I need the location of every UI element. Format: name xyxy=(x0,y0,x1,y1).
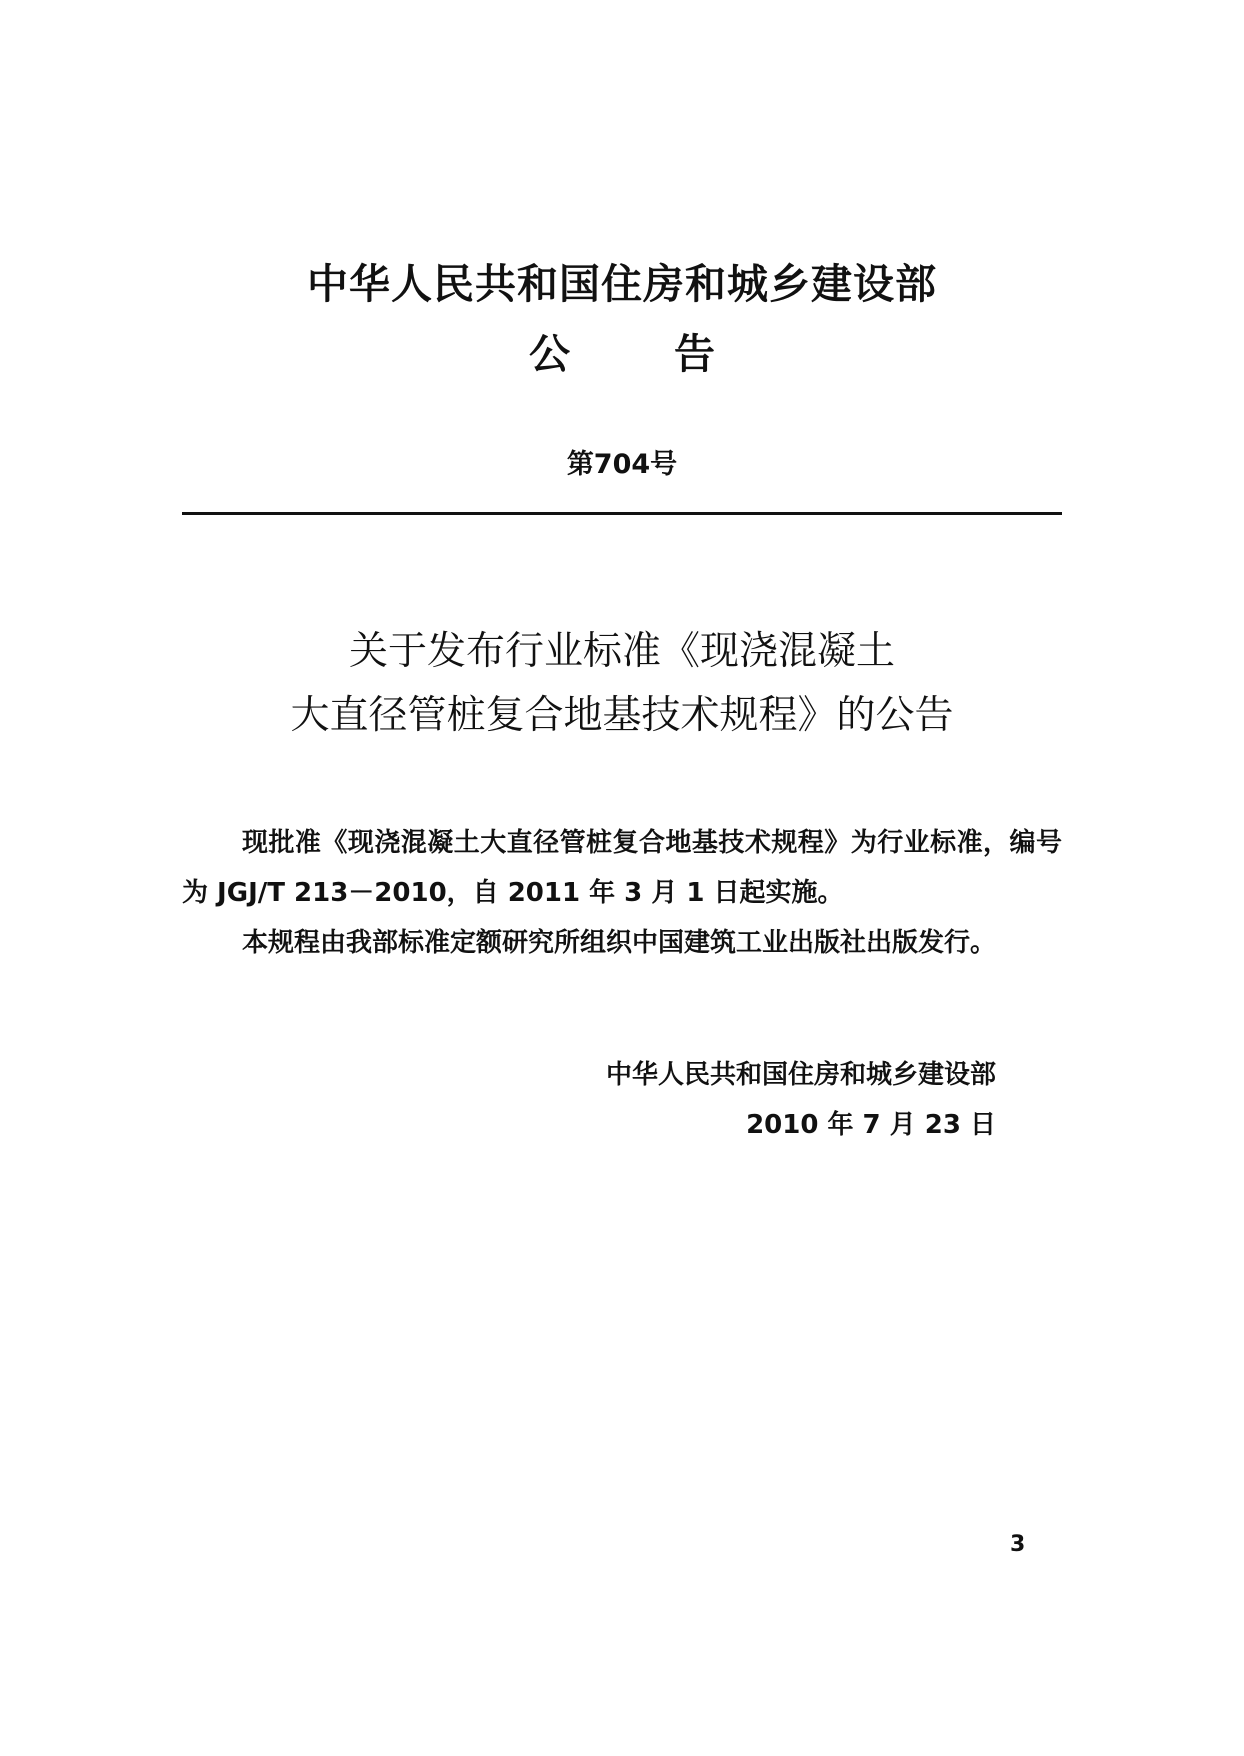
body-paragraph-2: 本规程由我部标准定额研究所组织中国建筑工业出版社出版发行。 xyxy=(242,928,997,958)
document-type xyxy=(182,328,1062,380)
body-paragraph-1: 现批准《现浇混凝土大直径管桩复合地基技术规程》为行业标准，编号为 JGJ/T 213－2010，自 2011 年 3 月 1 日起实施。 xyxy=(182,828,1062,908)
notice-title xyxy=(182,620,1062,748)
announcement-number: 第704号 xyxy=(566,449,678,480)
notice-body xyxy=(182,818,1062,968)
issuing-authority: 中华人民共和国住房和城乡建设部 xyxy=(307,260,937,308)
page-number: 3 xyxy=(1010,1532,1026,1557)
signature-issuer: 中华人民共和国住房和城乡建设部 xyxy=(605,1060,996,1090)
document-type-char-2: 告 xyxy=(674,330,715,378)
notice-title-line-1: 关于发布行业标准《现浇混凝土 xyxy=(348,629,895,674)
document-type-char-1: 公 xyxy=(529,330,570,378)
signature-block xyxy=(606,1050,996,1150)
header-divider xyxy=(182,512,1062,515)
signature-date: 2010 年 7 月 23 日 xyxy=(746,1110,996,1140)
notice-title-line-2: 大直径管桩复合地基技术规程》的公告 xyxy=(290,693,954,738)
